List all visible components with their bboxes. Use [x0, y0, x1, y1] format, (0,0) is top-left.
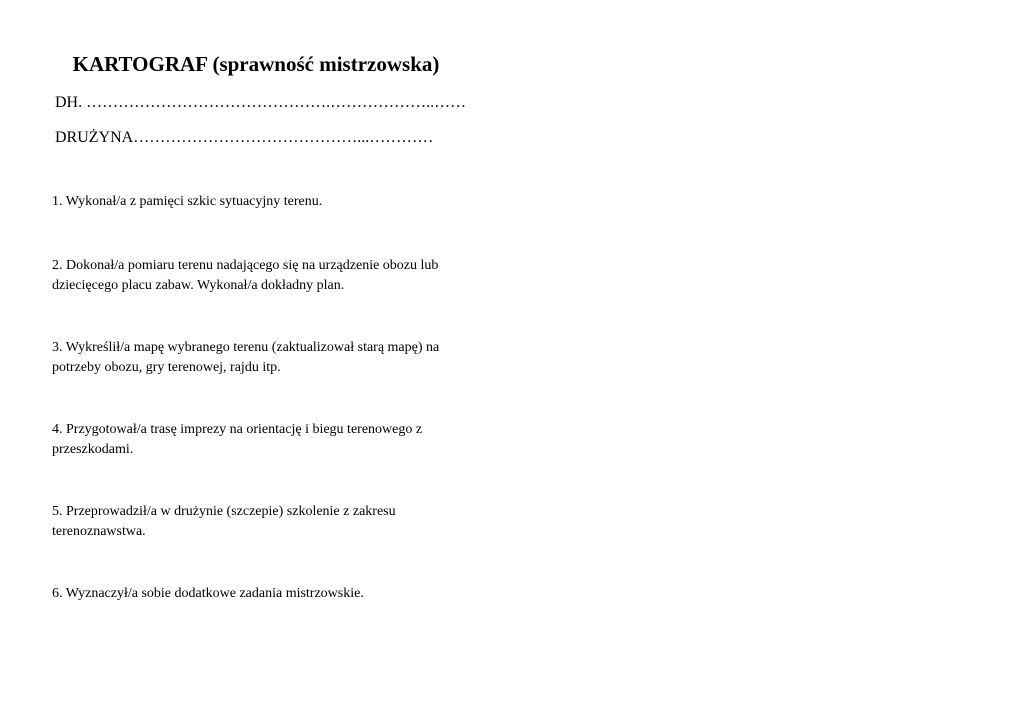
- task-3-line-1: 3. Wykreślił/a mapę wybranego terenu (zaktualizował starą mapę) na: [52, 340, 440, 355]
- task-2-line-1: 2. Dokonał/a pomiaru terenu nadającego się na urządzenie obozu lub: [52, 258, 439, 273]
- scout-name-field: DH. ……………………………………….………………..……: [55, 94, 467, 111]
- task-4-line-2: przeszkodami.: [52, 441, 134, 457]
- task-1-line-1: 1. Wykonał/a z pamięci szkic sytuacyjny terenu.: [52, 194, 323, 209]
- task-item-4: [52, 420, 472, 459]
- task-item-3: [52, 338, 472, 377]
- task-item-1: [52, 192, 472, 212]
- document-title: KARTOGRAF (sprawność mistrzowska): [72, 52, 440, 76]
- task-6-line-1: 6. Wyznaczył/a sobie dodatkowe zadania mistrzowskie.: [52, 586, 364, 601]
- task-4-line-1: 4. Przygotował/a trasę imprezy na orientację i biegu terenowego z: [52, 422, 423, 437]
- task-item-5: [52, 502, 472, 541]
- task-item-2: [52, 256, 472, 295]
- task-5-line-1: 5. Przeprowadził/a w drużynie (szczepie) szkolenie z zakresu: [52, 504, 396, 519]
- troop-name-field: DRUŻYNA……………………………………...…………: [55, 129, 434, 146]
- task-item-6: [52, 584, 472, 604]
- task-5-line-2: terenoznawstwa.: [52, 523, 146, 539]
- task-3-line-2: potrzeby obozu, gry terenowej, rajdu itp.: [52, 359, 281, 375]
- task-2-line-2: dziecięcego placu zabaw. Wykonał/a dokładny plan.: [52, 277, 345, 293]
